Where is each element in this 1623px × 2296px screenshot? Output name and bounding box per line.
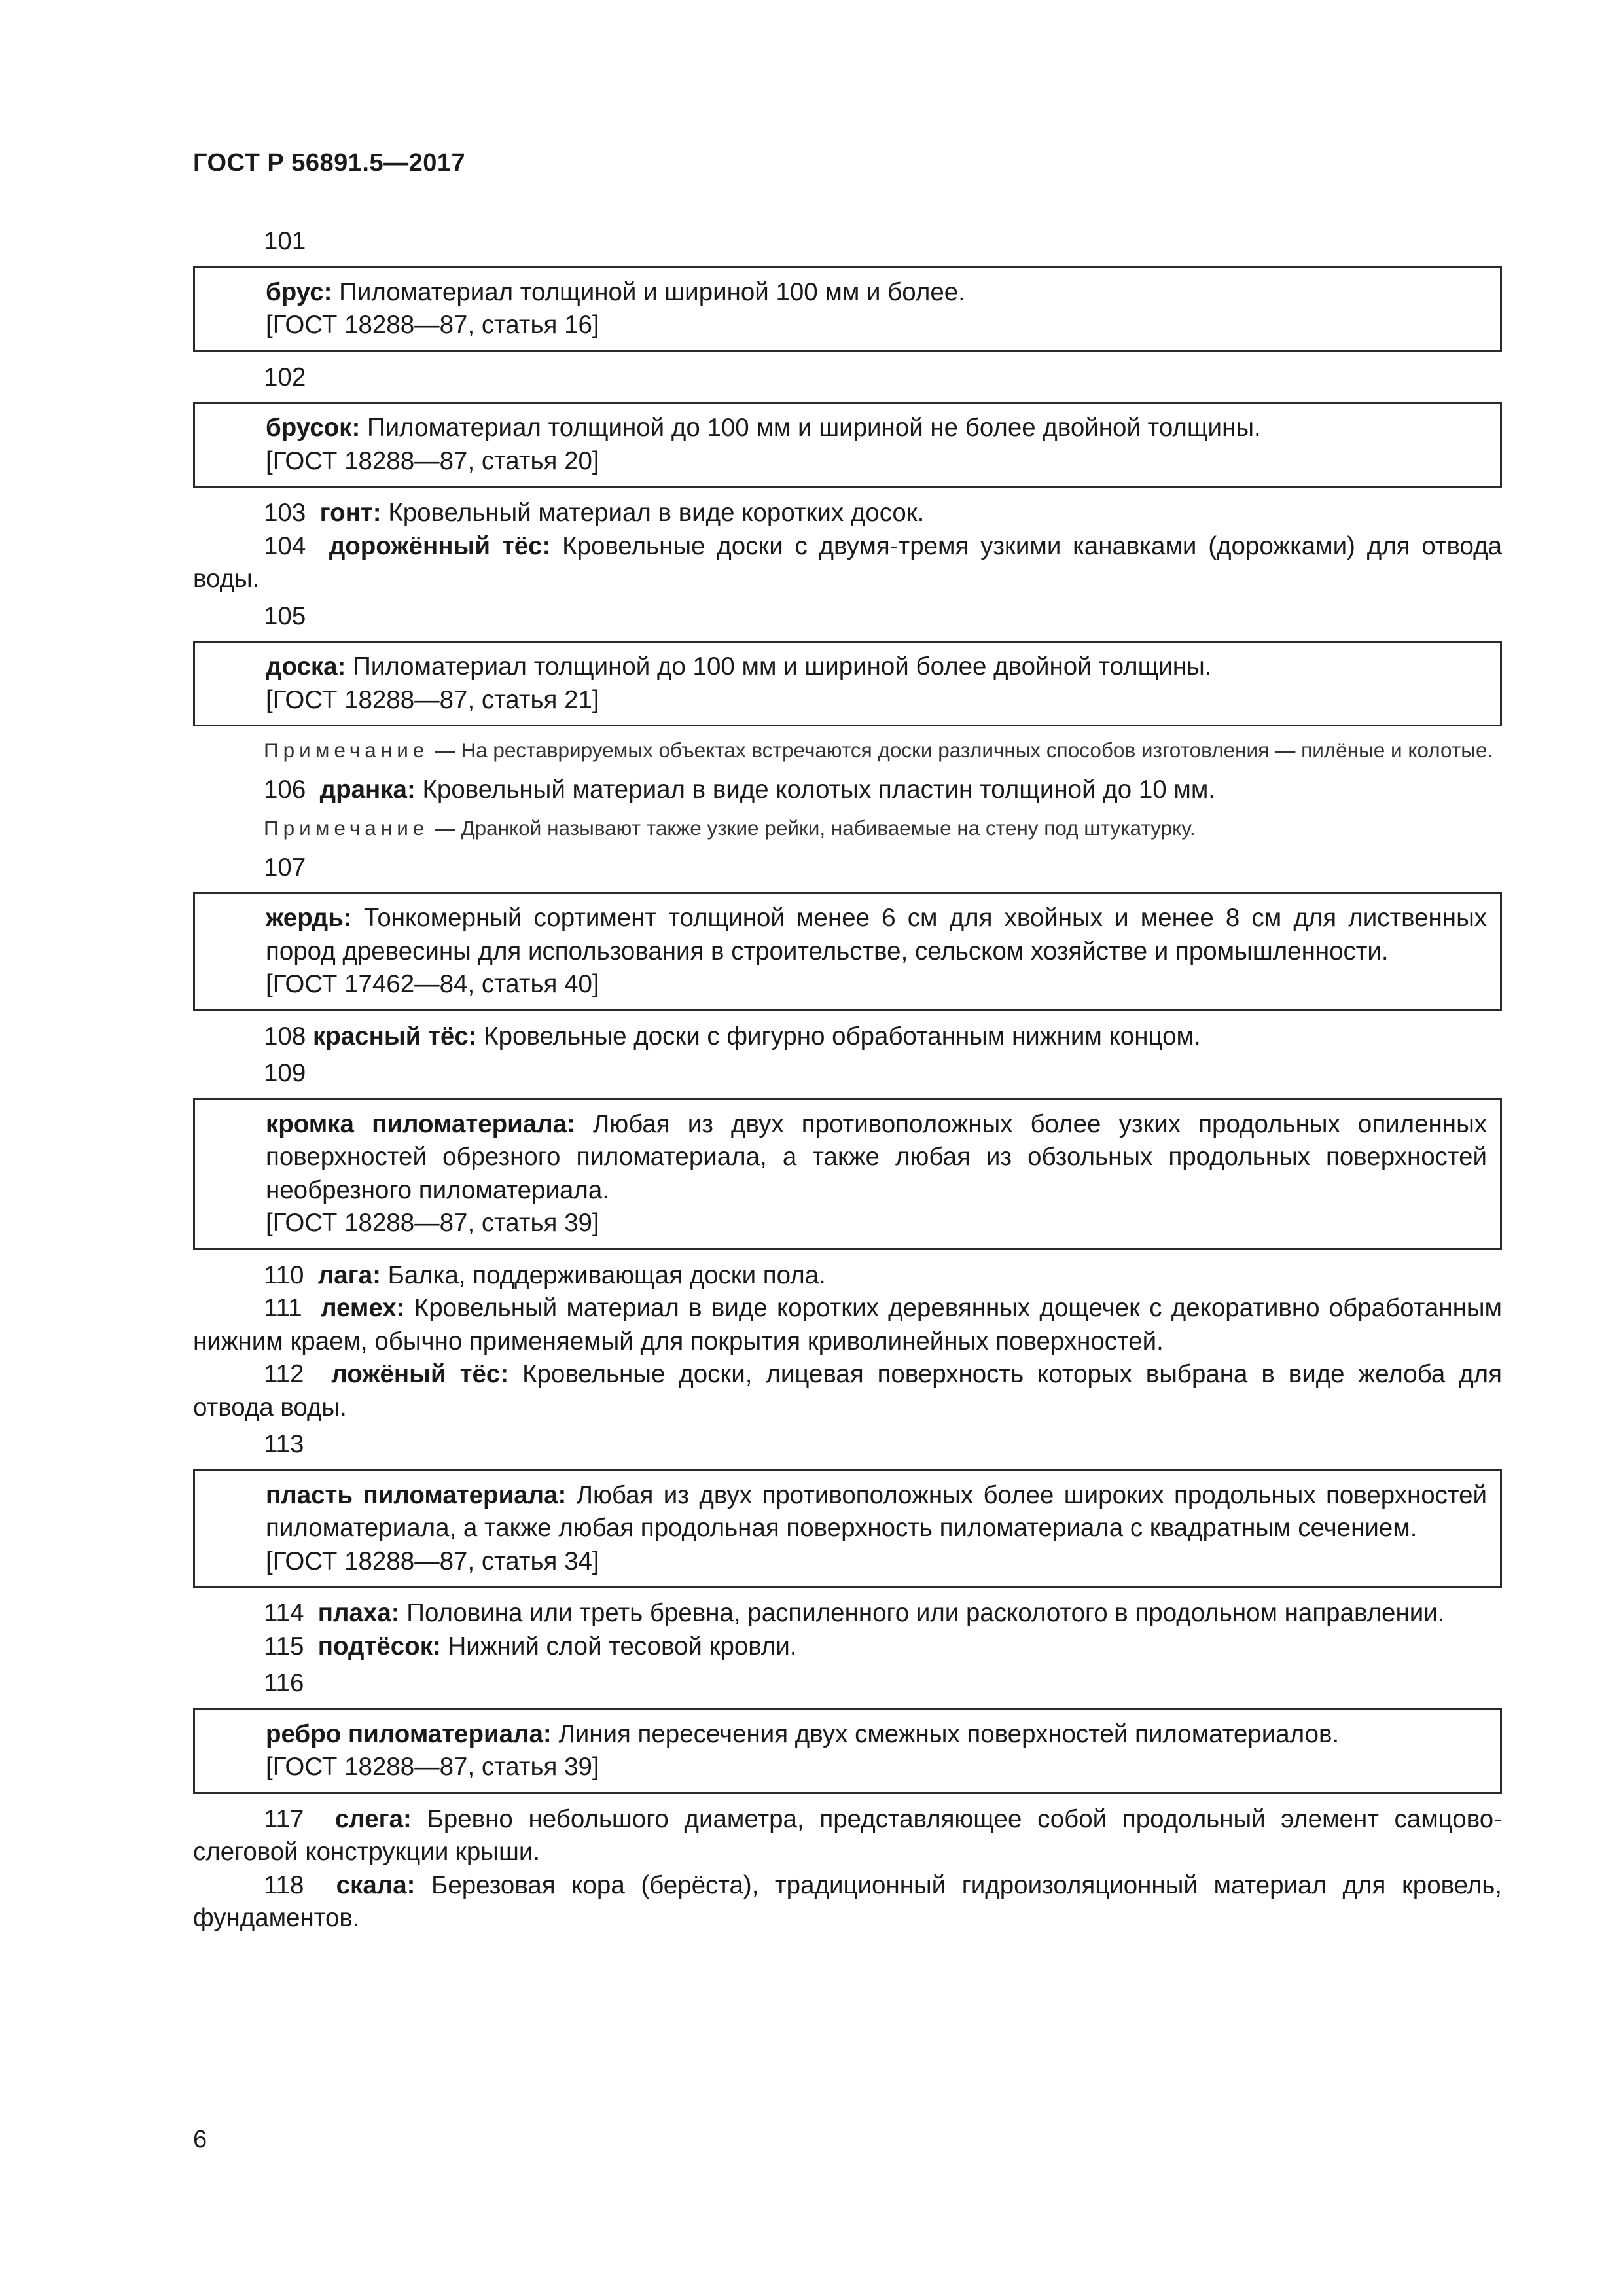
definition-text: [266, 1718, 1487, 1751]
term: гонт:: [319, 499, 382, 527]
definition: Нижний слой тесовой кровли.: [440, 1632, 797, 1660]
definition-text: [266, 1108, 1487, 1208]
definition-box: [193, 892, 1502, 1011]
term: ребро пиломатериала:: [266, 1719, 552, 1748]
definition: Пиломатериал толщиной и шириной 100 мм и более.: [332, 278, 965, 306]
term: скала:: [336, 1871, 416, 1899]
entry-number: 104: [264, 531, 306, 560]
term: брус:: [266, 278, 332, 306]
term-entry: [193, 1020, 1502, 1054]
definition: Кровельные доски, лицевая поверхность которых выбрана в виде желоба для отвода воды.: [193, 1360, 1502, 1422]
definition: Любая из двух противоположных более широких продольных поверхностей пиломатериала, а также любая продольная поверхность пиломатериала с квадратным сечением.: [266, 1480, 1488, 1542]
note: [193, 736, 1502, 764]
definition: Кровельные доски с двумя-тремя узкими канавками (дорожками) для отвода воды.: [193, 531, 1502, 593]
definition: Березовая кора (берёста), традиционный гидроизоляционный материал для кровель, фундаментов.: [193, 1871, 1502, 1932]
term-entry: [193, 530, 1502, 596]
source-reference: [ГОСТ 18288—87, статья 21]: [266, 685, 599, 714]
definition: Пиломатериал толщиной до 100 мм и шириной не более двойной толщины.: [360, 414, 1261, 442]
note-text: — Дранкой называют также узкие рейки, набиваемые на стену под штукатурку.: [429, 816, 1196, 840]
entry-number: 103: [264, 499, 306, 527]
definition: Бревно небольшого диаметра, представляющее собой продольный элемент самцово-слеговой конструкции крыши.: [193, 1804, 1502, 1866]
entry-number: 107: [264, 853, 306, 882]
term: кромка пиломатериала:: [266, 1109, 575, 1138]
entry-number: 116: [264, 1669, 304, 1697]
entry-number: 110: [264, 1261, 304, 1289]
source-reference: [ГОСТ 18288—87, статья 39]: [266, 1209, 599, 1237]
entry-number: 118: [264, 1871, 304, 1899]
definition: Кровельный материал в виде колотых пластин толщиной до 10 мм.: [415, 776, 1216, 804]
term: пласть пиломатериала:: [266, 1480, 567, 1509]
page-number: 6: [193, 2126, 207, 2153]
term-entry: [193, 774, 1502, 807]
note-label: Примечание: [264, 816, 429, 840]
definition-text: [266, 902, 1487, 968]
definition-text: [266, 276, 1487, 310]
term: дорожённый тёс:: [329, 531, 551, 560]
term-entry: [193, 1630, 1502, 1664]
definition-box: [193, 1098, 1502, 1250]
term: ложёный тёс:: [331, 1360, 509, 1388]
term-entry: [193, 1292, 1502, 1358]
term: доска:: [266, 653, 346, 681]
term-entry: [193, 1803, 1502, 1869]
document-header: ГОСТ Р 56891.5—2017: [193, 149, 466, 177]
note-text: — На реставрируемых объектах встречаются доски различных способов изготовления — пилёные и колотые.: [429, 738, 1493, 762]
term: лага:: [317, 1261, 381, 1289]
term-entry: [193, 1358, 1502, 1424]
source-reference: [ГОСТ 18288—87, статья 39]: [266, 1753, 599, 1781]
term: дранка:: [319, 776, 416, 804]
term: жердь:: [266, 904, 352, 932]
definition-text: [266, 651, 1487, 684]
entry-number: 101: [264, 227, 306, 255]
definition: Линия пересечения двух смежных поверхностей пиломатериалов.: [551, 1719, 1340, 1748]
definition: Кровельный материал в виде коротких деревянных дощечек с декоративно обработанным нижним краем, обычно применяемый для покрытия криволинейных поверхностей.: [193, 1294, 1502, 1355]
term-entry: [193, 1597, 1502, 1630]
definition-text: [266, 1479, 1487, 1545]
source-reference: [ГОСТ 18288—87, статья 20]: [266, 446, 599, 475]
entry-number: 102: [264, 363, 306, 391]
definition-box: [193, 1469, 1502, 1588]
entry-number: 108: [264, 1022, 306, 1050]
note: [193, 814, 1502, 842]
definition-box: [193, 1708, 1502, 1794]
definition: Кровельные доски с фигурно обработанным нижним концом.: [476, 1022, 1201, 1050]
term: слега:: [334, 1804, 412, 1833]
term-entry: [193, 1869, 1502, 1935]
terms-list: [193, 221, 1502, 1935]
definition: Кровельный материал в виде коротких досок.: [381, 499, 925, 527]
term: красный тёс:: [312, 1022, 477, 1050]
definition-text: [266, 412, 1487, 445]
term: брусок:: [266, 414, 361, 442]
definition-box: [193, 266, 1502, 352]
term: лемех:: [321, 1294, 405, 1322]
definition: Тонкомерный сортимент толщиной менее 6 см для хвойных и менее 8 см для лиственных пород древесины для использования в строительстве, сельском хозяйстве и промышленности.: [266, 904, 1487, 965]
term-entry: [193, 1259, 1502, 1293]
entry-number: 109: [264, 1059, 306, 1087]
term-entry: [193, 497, 1502, 530]
definition: Половина или треть бревна, распиленного или расколотого в продольном направлении.: [399, 1599, 1445, 1627]
definition-box: [193, 641, 1502, 726]
term: подтёсок:: [317, 1632, 441, 1660]
definition: Балка, поддерживающая доски пола.: [380, 1261, 826, 1289]
entry-number: 111: [264, 1294, 302, 1322]
term: плаха:: [317, 1599, 400, 1627]
definition: Любая из двух противоположных более узких продольных опиленных поверхностей обрезного пиломатериала, а также любая из обзольных продольных поверхностей необрезного пиломатериала.: [266, 1109, 1487, 1204]
source-reference: [ГОСТ 17462—84, статья 40]: [266, 970, 599, 998]
entry-number: 112: [264, 1360, 304, 1388]
entry-number: 105: [264, 601, 306, 630]
entry-number: 114: [264, 1599, 304, 1627]
definition-box: [193, 402, 1502, 488]
source-reference: [ГОСТ 18288—87, статья 16]: [266, 311, 599, 339]
entry-number: 106: [264, 776, 306, 804]
note-label: Примечание: [264, 738, 429, 762]
entry-number: 117: [264, 1804, 304, 1833]
entry-number: 115: [264, 1632, 304, 1660]
entry-number: 113: [264, 1430, 304, 1458]
source-reference: [ГОСТ 18288—87, статья 34]: [266, 1547, 599, 1575]
definition: Пиломатериал толщиной до 100 мм и шириной более двойной толщины.: [346, 653, 1212, 681]
